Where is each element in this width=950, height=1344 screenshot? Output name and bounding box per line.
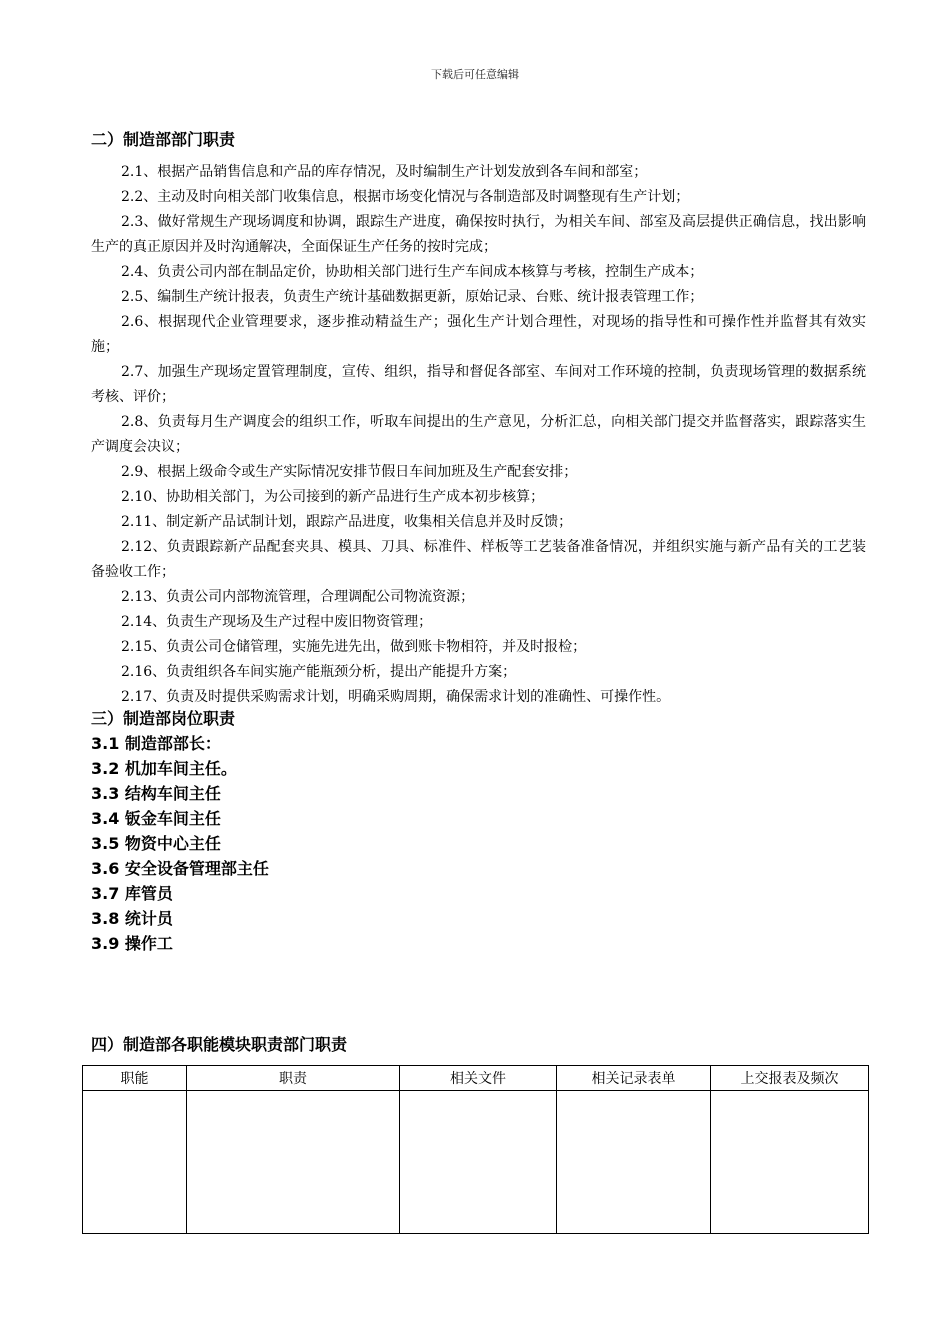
duty-item: 2.4、负责公司内部在制品定价，协助相关部门进行生产车间成本核算与考核，控制生产成本； xyxy=(121,264,704,280)
table-cell xyxy=(83,1091,187,1234)
module-duties-table xyxy=(82,1065,869,1234)
header-note: 下载后可任意编辑 xyxy=(431,68,519,81)
duty-item: 2.10、协助相关部门，为公司接到的新产品进行生产成本初步核算； xyxy=(121,489,545,505)
column-header-related-documents: 相关文件 xyxy=(400,1066,557,1091)
post-item: 3.5 物资中心主任 xyxy=(91,834,221,853)
duty-item: 2.16、负责组织各车间实施产能瓶颈分析，提出产能提升方案； xyxy=(121,664,517,680)
duty-item: 2.11、制定新产品试制计划，跟踪产品进度，收集相关信息并及时反馈； xyxy=(121,514,573,530)
department-duties-list xyxy=(91,160,866,710)
duty-item: 2.3、做好常规生产现场调度和协调，跟踪生产进度，确保按时执行，为相关车间、部室及高层提供正确信息，找出影响生产的真正原因并及时沟通解决，全面保证生产任务的按时完成； xyxy=(91,214,866,255)
post-item: 3.2 机加车间主任。 xyxy=(91,759,237,778)
section-2-title: 二）制造部部门职责 xyxy=(91,130,236,149)
post-item: 3.6 安全设备管理部主任 xyxy=(91,859,269,878)
post-item: 3.4 钣金车间主任 xyxy=(91,809,221,828)
column-header-function: 职能 xyxy=(83,1066,187,1091)
duty-item: 2.1、根据产品销售信息和产品的库存情况，及时编制生产计划发放到各车间和部室； xyxy=(121,164,648,180)
duty-item: 2.12、负责跟踪新产品配套夹具、模具、刀具、标准件、样板等工艺装备准备情况，并组织实施与新产品有关的工艺装备验收工作； xyxy=(91,539,866,580)
section-4-title: 四）制造部各职能模块职责部门职责 xyxy=(91,1035,348,1054)
post-item: 3.1 制造部部长： xyxy=(91,734,221,753)
table-cell xyxy=(400,1091,557,1234)
table-header-row xyxy=(83,1066,869,1091)
duty-item: 2.17、负责及时提供采购需求计划，明确采购周期，确保需求计划的准确性、可操作性。 xyxy=(121,689,671,705)
duty-item: 2.13、负责公司内部物流管理，合理调配公司物流资源； xyxy=(121,589,475,605)
column-header-duties: 职责 xyxy=(187,1066,400,1091)
table-row xyxy=(83,1091,869,1234)
section-3 xyxy=(91,707,269,956)
post-item: 3.3 结构车间主任 xyxy=(91,784,221,803)
duty-item: 2.15、负责公司仓储管理，实施先进先出，做到账卡物相符，并及时报检； xyxy=(121,639,587,655)
duty-item: 2.9、根据上级命令或生产实际情况安排节假日车间加班及生产配套安排； xyxy=(121,464,578,480)
duty-item: 2.2、主动及时向相关部门收集信息，根据市场变化情况与各制造部及时调整现有生产计划； xyxy=(121,189,690,205)
post-item: 3.9 操作工 xyxy=(91,934,173,953)
duty-item: 2.8、负责每月生产调度会的组织工作，听取车间提出的生产意见，分析汇总，向相关部门提交并监督落实，跟踪落实生产调度会决议； xyxy=(91,414,866,455)
duty-item: 2.5、编制生产统计报表，负责生产统计基础数据更新，原始记录、台账、统计报表管理工作； xyxy=(121,289,704,305)
duty-item: 2.14、负责生产现场及生产过程中废旧物资管理； xyxy=(121,614,433,630)
section-3-title: 三）制造部岗位职责 xyxy=(91,709,236,728)
duty-item: 2.7、加强生产现场定置管理制度，宣传、组织，指导和督促各部室、车间对工作环境的控制，负责现场管理的数据系统考核、评价； xyxy=(91,364,866,405)
table-cell xyxy=(711,1091,869,1234)
table-cell xyxy=(187,1091,400,1234)
duty-item: 2.6、根据现代企业管理要求，逐步推动精益生产；强化生产计划合理性，对现场的指导性和可操作性并监督其有效实施； xyxy=(91,314,866,355)
post-item: 3.8 统计员 xyxy=(91,909,173,928)
post-item: 3.7 库管员 xyxy=(91,884,173,903)
column-header-reports-frequency: 上交报表及频次 xyxy=(711,1066,869,1091)
column-header-related-forms: 相关记录表单 xyxy=(557,1066,711,1091)
table-cell xyxy=(557,1091,711,1234)
